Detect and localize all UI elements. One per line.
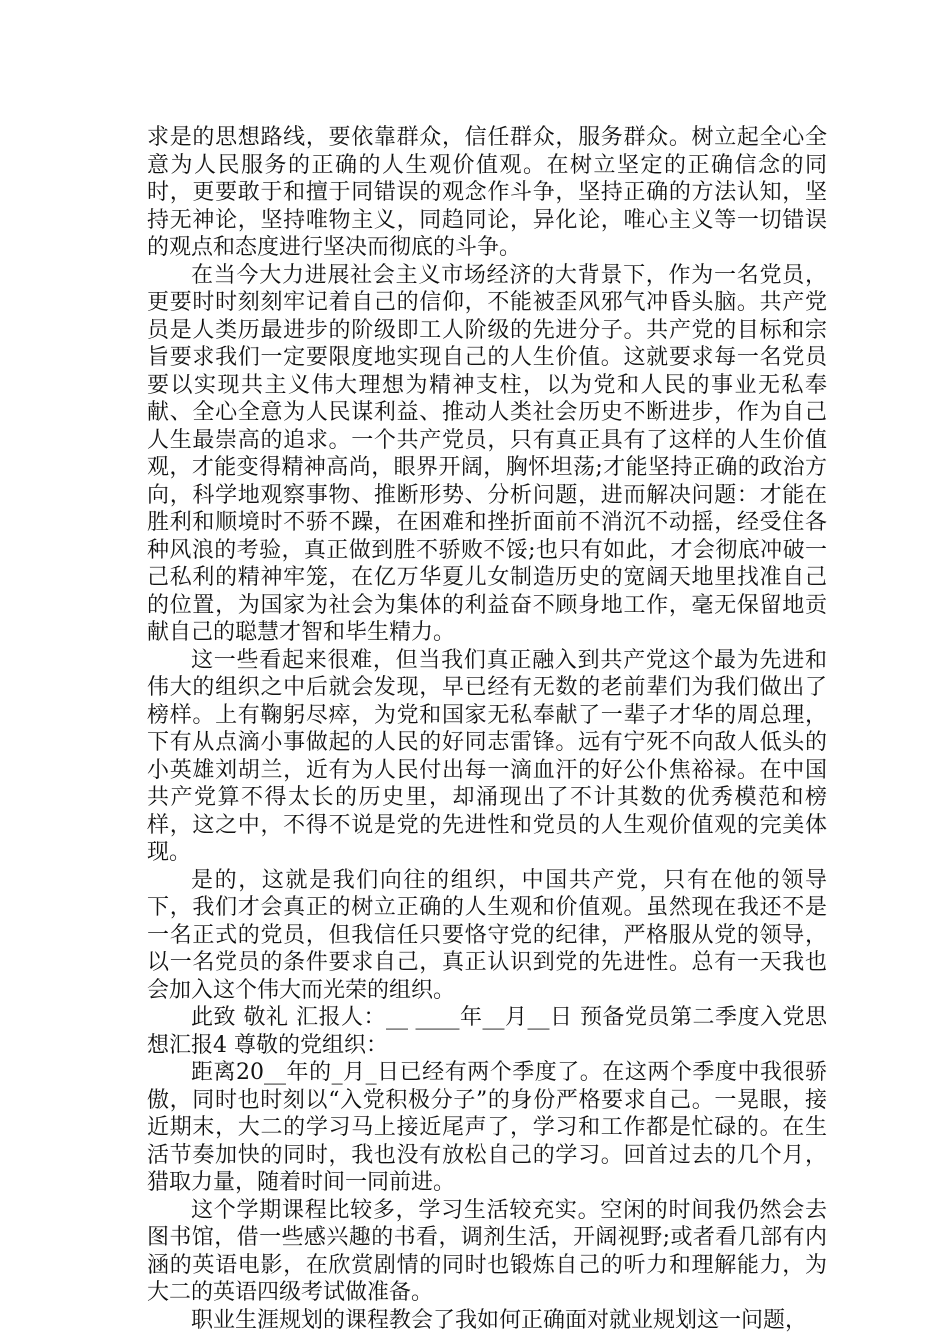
paragraph-5: 此致 敬礼 汇报人：__ ____年__月__日 预备党员第二季度入党思想汇报4 尊敬的党组织： (147, 1005, 827, 1058)
paragraph-4: 是的，这就是我们向往的组织，中国共产党，只有在他的领导下，我们才会真正的树立正确的人生观和价值观。虽然现在我还不是一名正式的党员，但我信任只要恪守党的纪律，严格服从党的领导，以一名党员的条件要求自己，真正认识到党的先进性。总有一天我也会加入这个伟大而光荣的组织。 (147, 867, 827, 1003)
document-body (147, 124, 827, 1334)
paragraph-3: 这一些看起来很难，但当我们真正融入到共产党这个最为先进和伟大的组织之中后就会发现，早已经有无数的老前辈们为我们做出了榜样。上有鞠躬尽瘁，为党和国家无私奉献了一辈子才华的周总理，下有从点滴小事做起的人民的好同志雷锋。远有宁死不向敌人低头的小英雄刘胡兰，近有为人民付出每一滴血汗的好公仆焦裕禄。在中国共产党算不得太长的历史里，却涌现出了不计其数的优秀模范和榜样，这之中，不得不说是党的先进性和党员的人生观价值观的完美体现。 (147, 647, 827, 865)
paragraph-7: 这个学期课程比较多，学习生活较充实。空闲的时间我仍然会去图书馆，借一些感兴趣的书看，调剂生活，开阔视野;或者看几部有内涵的英语电影，在欣赏剧情的同时也锻炼自己的听力和理解能力，为大二的英语四级考试做准备。 (147, 1197, 827, 1305)
paragraph-1: 求是的思想路线，要依靠群众，信任群众，服务群众。树立起全心全意为人民服务的正确的人生观价值观。在树立坚定的正确信念的同时，更要敢于和擅于同错误的观念作斗争，坚持正确的方法认知，坚持无神论，坚持唯物主义，同趋同论，异化论，唯心主义等一切错误的观点和态度进行坚决而彻底的斗争。 (147, 125, 827, 260)
paragraph-8: 职业生涯规划的课程教会了我如何正确面对就业规划这一问题， (191, 1307, 808, 1333)
paragraph-6: 距离20__年的_月_日已经有两个季度了。在这两个季度中我很骄傲，同时也时刻以“入党积极分子”的身份严格要求自己。一晃眼，接近期末，大二的学习马上接近尾声了，学习和工作都是忙碌的。在生活节奏加快的同时，我也没有放松自己的学习。回首过去的几个月，猎取力量，随着时间一同前进。 (147, 1060, 827, 1195)
paragraph-2: 在当今大力进展社会主义市场经济的大背景下，作为一名党员，更要时时刻刻牢记着自己的信仰，不能被歪风邪气冲昏头脑。共产党员是人类历最进步的阶级即工人阶级的先进分子。共产党的目标和宗旨要求我们一定要限度地实现自己的人生价值。这就要求每一名党员要以实现共主义伟大理想为精神支柱，以为党和人民的事业无私奉献、全心全意为人民谋利益、推动人类社会历史不断进步，作为自己人生最崇高的追求。一个共产党员，只有真正具有了这样的人生价值观，才能变得精神高尚，眼界开阔，胸怀坦荡;才能坚持正确的政治方向，科学地观察事物、推断形势、分析问题，进而解决问题：才能在胜利和顺境时不骄不躁，在困难和挫折面前不消沉不动摇，经受住各种风浪的考验，真正做到胜不骄败不馁;也只有如此，才会彻底冲破一己私利的精神牢笼，在亿万华夏儿女制造历史的宽阔天地里找准自己的位置，为国家为社会为集体的利益奋不顾身地工作，毫无保留地贡献自己的聪慧才智和毕生精力。 (147, 262, 827, 645)
